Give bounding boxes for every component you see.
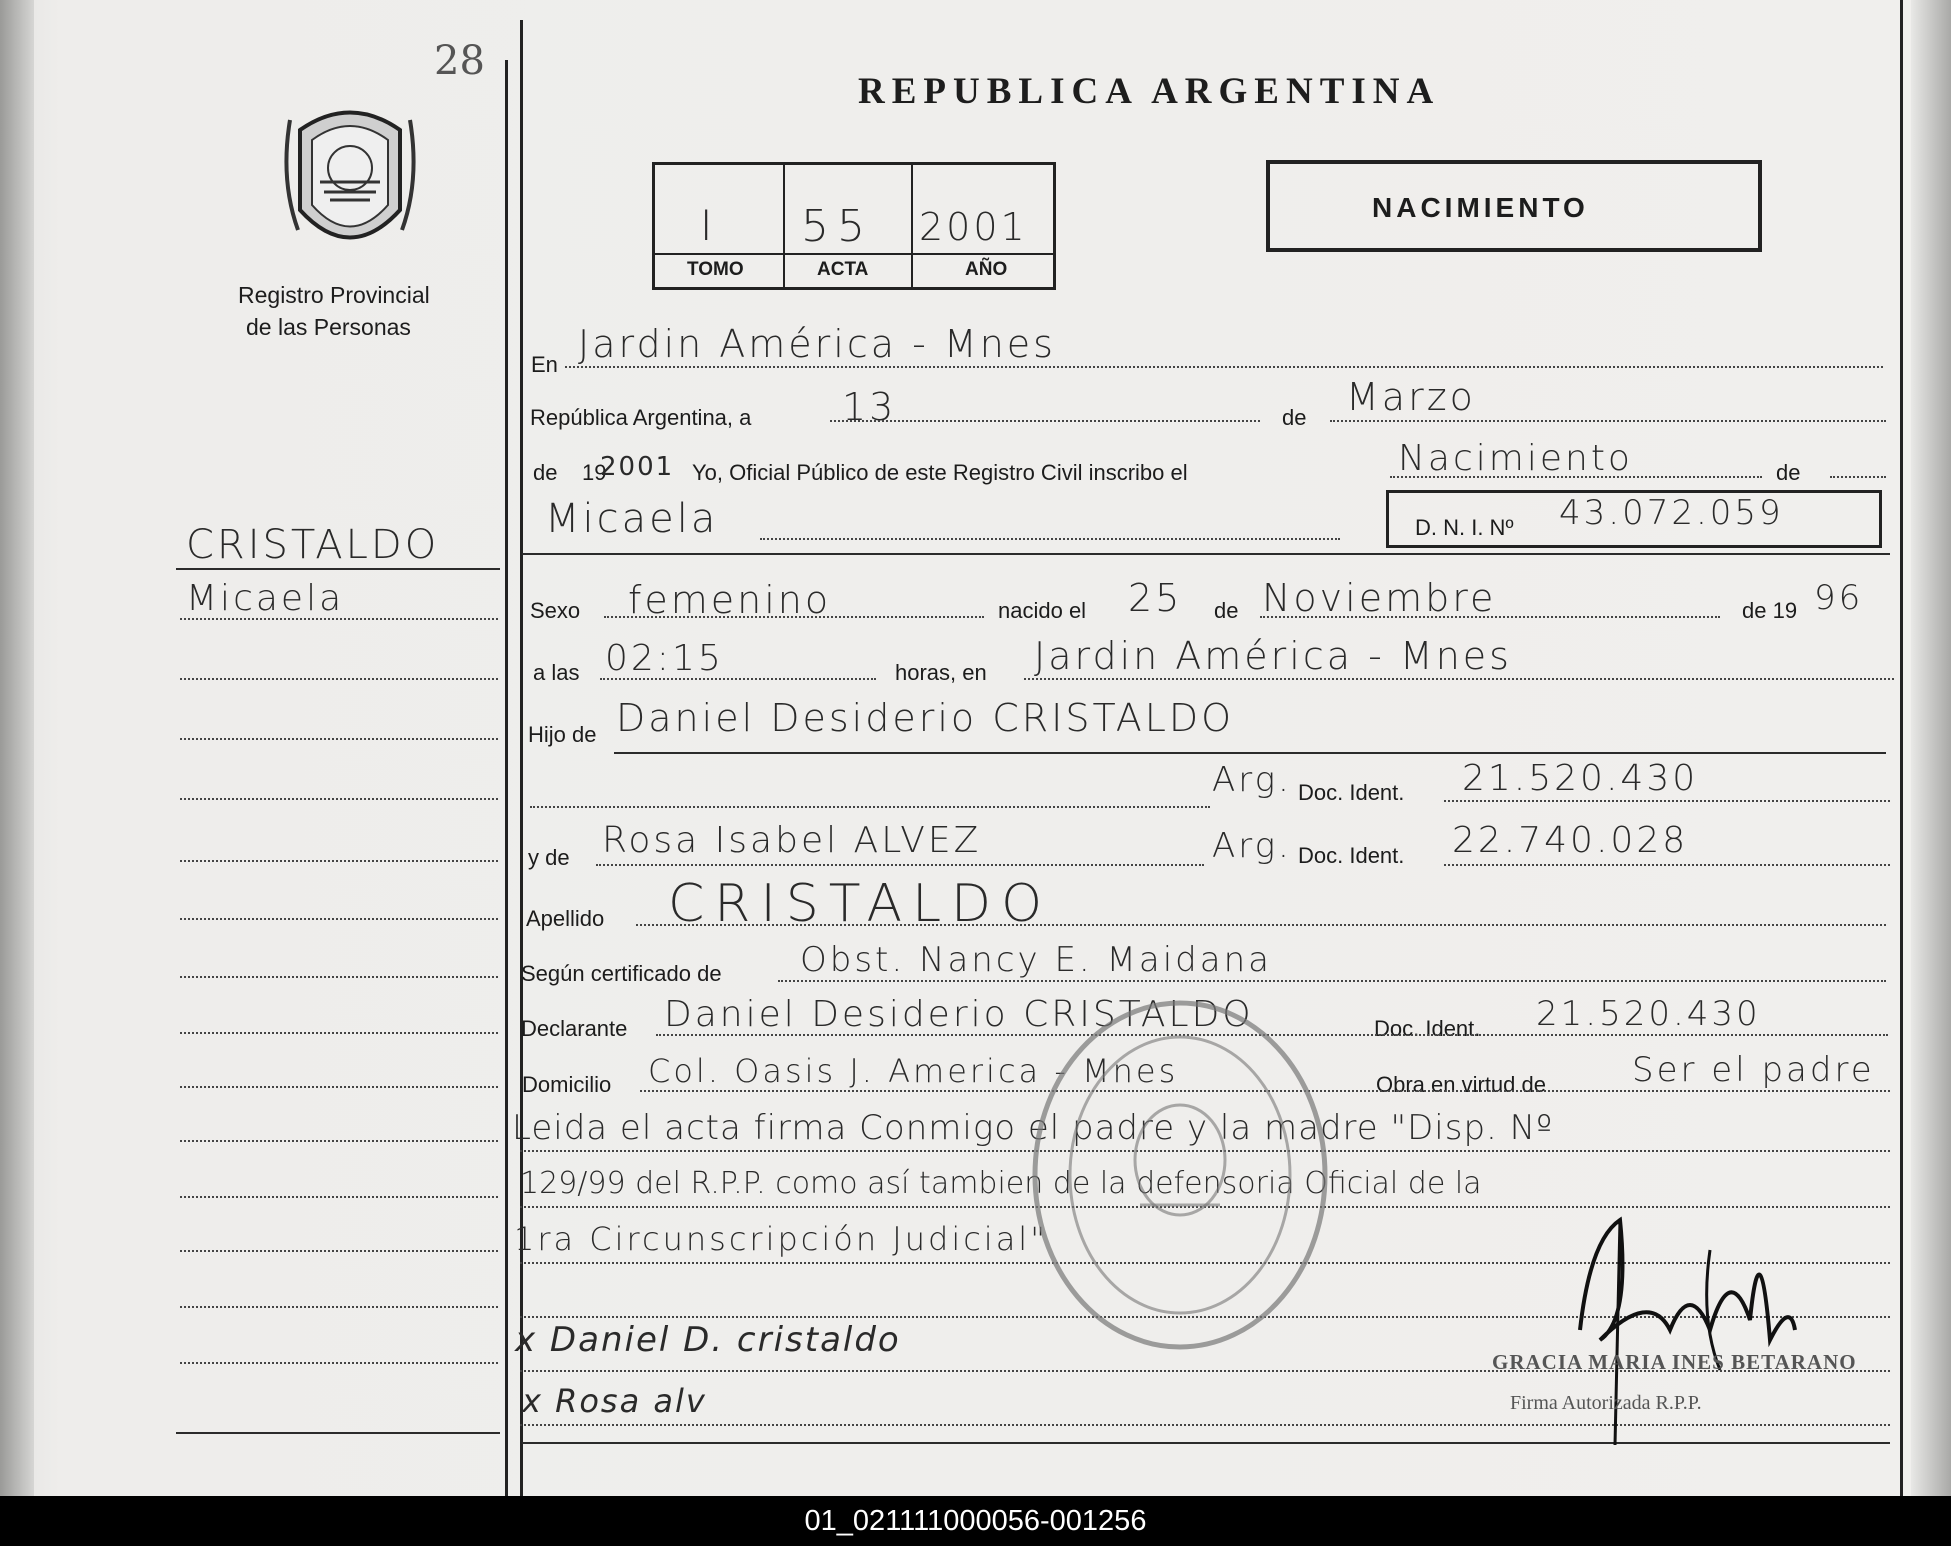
record-number-box <box>652 162 1056 290</box>
year-prefix: 19 <box>582 460 607 485</box>
horas-label: horas, en <box>895 660 987 685</box>
mother-nationality: Arg. <box>1212 826 1292 866</box>
en-value: Jardin América - Mnes <box>578 322 1056 366</box>
field-line <box>1444 800 1890 802</box>
field-line <box>596 864 1204 866</box>
hour-value: 02:15 <box>605 638 724 679</box>
field-line <box>1024 678 1894 680</box>
signature-mother: x Rosa alv <box>522 1382 707 1420</box>
declarante-doc: 21.520.430 <box>1536 994 1761 1034</box>
country-title: REPUBLICA ARGENTINA <box>858 71 1441 112</box>
field-line <box>1330 420 1886 422</box>
field-line <box>565 366 1883 368</box>
field-line <box>636 924 1886 926</box>
field-line <box>604 616 984 618</box>
birth-year-suffix: 96 <box>1814 578 1864 618</box>
father-name: Daniel Desiderio CRISTALDO <box>616 696 1235 740</box>
hijo-label: Hijo de <box>528 722 597 747</box>
index-line <box>180 1086 498 1088</box>
dni-value: 43.072.059 <box>1559 493 1784 533</box>
mother-name: Rosa Isabel ALVEZ <box>602 820 982 861</box>
month-value: Marzo <box>1346 375 1476 419</box>
index-line <box>180 1362 498 1364</box>
domicilio-value: Col. Oasis J. America - Mnes <box>648 1052 1179 1090</box>
page-edge-right <box>1911 0 1951 1496</box>
column-divider-inner <box>520 20 523 1496</box>
ano-value: 2001 <box>919 205 1028 249</box>
segun-value: Obst. Nancy E. Maidana <box>800 940 1272 980</box>
nacido-label: nacido el <box>998 598 1087 623</box>
province-seal-icon <box>280 100 420 260</box>
index-line <box>180 618 498 620</box>
declarante-label: Declarante <box>521 1016 628 1041</box>
name-value: Micaela <box>545 496 719 542</box>
yde-label: y de <box>528 845 570 870</box>
acta-label: ACTA <box>817 259 869 280</box>
index-line <box>180 1196 498 1198</box>
registry-name-line1: Registro Provincial <box>238 282 430 308</box>
field-line <box>830 420 1260 422</box>
field-line <box>1444 864 1890 866</box>
index-bottom-line <box>176 1432 500 1434</box>
field-line <box>1830 476 1886 478</box>
note-line1: Leida el acta firma Conmigo el padre y la madre "Disp. Nº <box>512 1108 1554 1148</box>
sexo-value: femenino <box>628 578 832 622</box>
field-line <box>760 538 1340 540</box>
index-line <box>180 738 498 740</box>
doc3-label: Doc. Ident. <box>1374 1016 1481 1041</box>
note-line2: 129/99 del R.P.P. como así tambien de la defensoria Oficial de la <box>520 1166 1482 1201</box>
birth-month: Noviembre <box>1262 576 1497 620</box>
inscribo-value: Nacimiento <box>1398 438 1633 479</box>
field-line <box>530 806 1210 808</box>
index-line <box>180 678 498 680</box>
index-line <box>180 976 498 978</box>
doc2-label: Doc. Ident. <box>1298 843 1405 868</box>
yo-text: Yo, Oficial Público de este Registro Civil inscribo el <box>692 460 1188 485</box>
de-label: de <box>1282 405 1307 430</box>
mother-doc: 22.740.028 <box>1452 820 1689 861</box>
signature-father: x Daniel D. cristaldo <box>515 1320 901 1360</box>
index-line <box>180 1250 498 1252</box>
index-line <box>180 918 498 920</box>
obra-label: Obra en virtud de <box>1376 1072 1546 1097</box>
father-doc: 21.520.430 <box>1462 758 1699 799</box>
index-line <box>180 1140 498 1142</box>
index-line <box>180 1032 498 1034</box>
index-line <box>180 1306 498 1308</box>
official-title: Firma Autorizada R.P.P. <box>1510 1392 1702 1414</box>
tomo-value: I <box>700 201 716 250</box>
apellido-label: Apellido <box>526 906 605 931</box>
index-underline <box>176 568 500 570</box>
en-label: En <box>531 352 558 377</box>
sexo-label: Sexo <box>530 598 581 623</box>
registry-name-line2: de las Personas <box>246 314 411 340</box>
column-divider-outer <box>505 60 508 1496</box>
day-value: 13 <box>842 385 897 429</box>
birth-day: 25 <box>1128 576 1183 620</box>
apellido-value: CRISTALDO <box>668 874 1053 934</box>
segun-label: Según certificado de <box>521 961 722 986</box>
alas-label: a las <box>533 660 580 685</box>
index-line <box>180 860 498 862</box>
section-line <box>522 553 1890 555</box>
tomo-label: TOMO <box>687 259 744 280</box>
index-surname: CRISTALDO <box>186 522 440 568</box>
de2-label: de <box>533 460 558 485</box>
father-nationality: Arg. <box>1212 760 1292 800</box>
birth-place: Jardin América - Mnes <box>1034 634 1512 678</box>
page-number: 28 <box>434 38 485 84</box>
official-name: GRACIA MARIA INES BETARANO <box>1492 1350 1857 1374</box>
right-border <box>1900 0 1903 1496</box>
field-line <box>600 678 876 680</box>
doc-label: Doc. Ident. <box>1298 780 1405 805</box>
official-stamp-icon <box>1020 990 1340 1360</box>
page-edge-left <box>0 0 34 1496</box>
record-type-box <box>1266 160 1762 252</box>
dni-label: D. N. I. Nº <box>1415 515 1514 540</box>
field-line <box>614 752 1886 754</box>
de-year-label: de 19 <box>1742 598 1798 623</box>
de3-label: de <box>1776 460 1801 485</box>
ano-label: AÑO <box>965 259 1008 280</box>
document-id-footer: 01_021111000056-001256 <box>0 1496 1951 1546</box>
de4-label: de <box>1214 598 1239 623</box>
dni-box <box>1386 490 1882 548</box>
index-name: Micaela <box>186 578 345 619</box>
domicilio-label: Domicilio <box>522 1072 612 1097</box>
declarante-value: Daniel Desiderio CRISTALDO <box>664 994 1254 1035</box>
field-line <box>1390 476 1762 478</box>
year-value: 2001 <box>600 452 675 482</box>
acta-value: 55 <box>801 201 873 252</box>
republica-label: República Argentina, a <box>530 405 752 430</box>
field-line <box>778 980 1886 982</box>
field-line <box>1260 616 1720 618</box>
record-type: NACIMIENTO <box>1372 192 1589 223</box>
index-line <box>180 798 498 800</box>
note-line3: 1ra Circunscripción Judicial" <box>514 1220 1048 1258</box>
obra-value: Ser el padre <box>1632 1050 1875 1090</box>
